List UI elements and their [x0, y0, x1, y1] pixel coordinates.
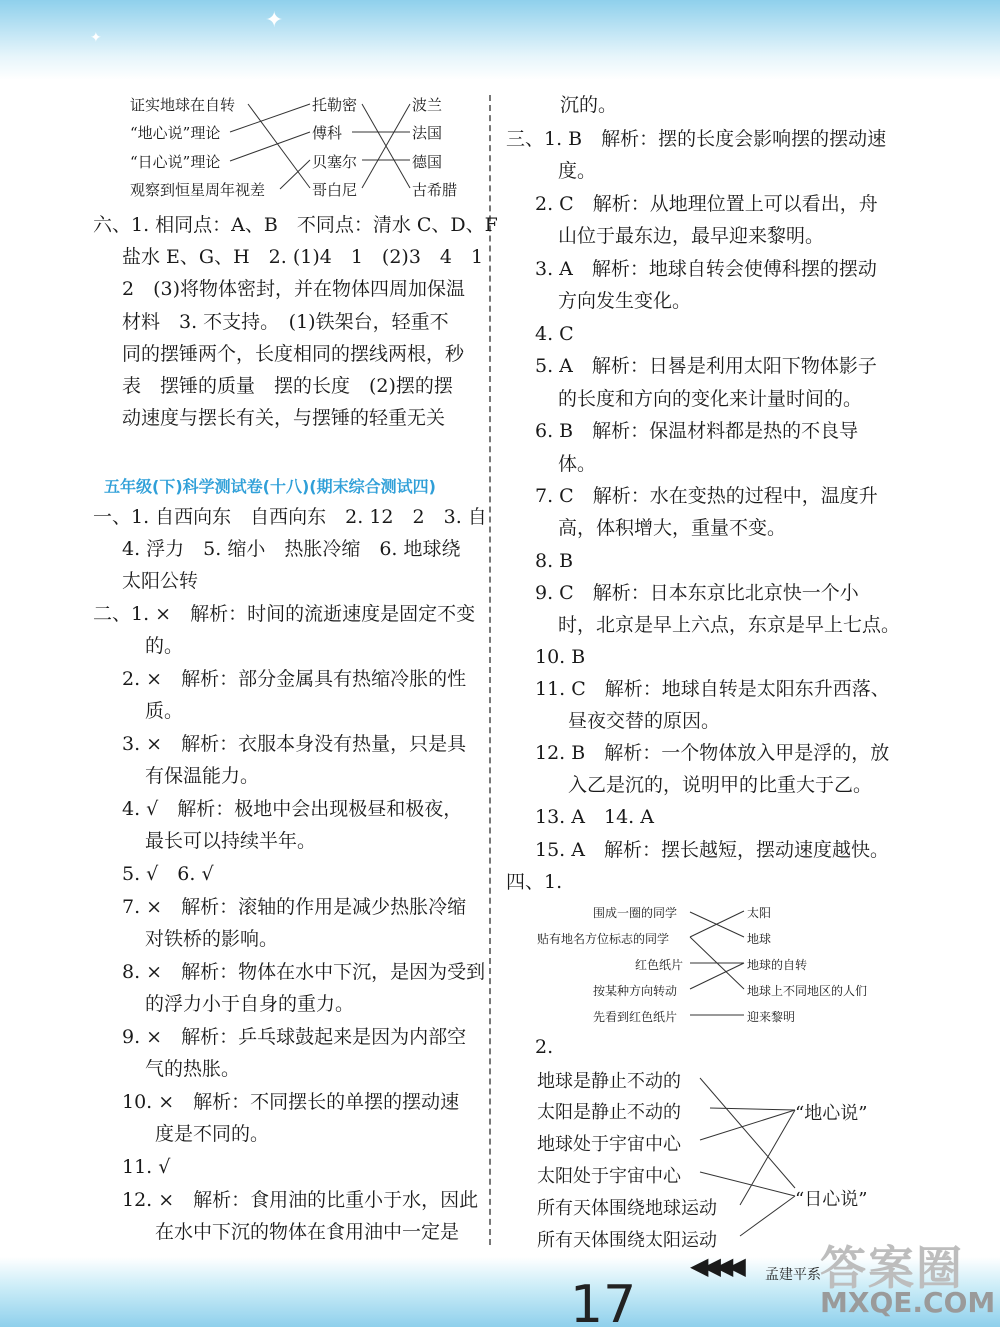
answer-line: 最长可以持续半年。 [145, 830, 317, 852]
answer-line: 时，北京是早上六点，东京是早上七点。 [558, 614, 901, 636]
match-left-item: 地球处于宇宙中心 [537, 1134, 681, 1155]
publisher-label: 孟建平系 [765, 1267, 821, 1283]
answer-line: 13. A 14. A [535, 806, 654, 828]
match-left-item: 所有天体围绕地球运动 [537, 1198, 717, 1219]
answer-line: 同的摆锤两个，长度相同的摆线两根，秒 [122, 343, 465, 365]
answer-line: 15. A 解析：摆长越短，摆动速度越快。 [535, 839, 889, 861]
answer-line: 对铁桥的影响。 [145, 928, 279, 950]
answer-line: 入乙是沉的，说明甲的比重大于乙。 [568, 774, 873, 796]
answer-line: 山位于最东边，最早迎来黎明。 [558, 225, 825, 247]
match-right-item: 法国 [412, 124, 443, 142]
sparkle-icon: ✦ [90, 30, 102, 46]
answer-line: 六、1. 相同点：A、B 不同点：清水 C、D、F [93, 214, 498, 236]
answer-line: 沉的。 [560, 94, 618, 116]
answer-line: 在水中下沉的物体在食用油中一定是 [155, 1221, 460, 1243]
answer-line: 12. B 解析：一个物体放入甲是浮的，放 [535, 742, 890, 764]
answer-line: 二、1. × 解析：时间的流逝速度是固定不变 [93, 603, 476, 625]
answer-line: 4. 浮力 5. 缩小 热胀冷缩 6. 地球绕 [122, 538, 461, 560]
match-right-item: “地心说” [795, 1103, 868, 1124]
answer-line: 9. C 解析：日本东京比北京快一个小 [535, 582, 859, 604]
match-left-item: 证实地球在自转 [130, 96, 236, 114]
answer-line: 5. √ 6. √ [122, 863, 214, 885]
answer-line: 有保温能力。 [145, 765, 260, 787]
match-middle-item: 哥白尼 [312, 181, 358, 199]
answer-line: 2 (3)将物体密封，并在物体四周加保温 [122, 278, 466, 300]
match-left-item: 先看到红色纸片 [593, 1010, 678, 1024]
answer-line: 材料 3. 不支持。 (1)铁架台，轻重不 [122, 311, 449, 333]
match-right-item: 地球上不同地区的人们 [747, 984, 868, 998]
answer-line: 12. × 解析：食用油的比重小于水，因此 [122, 1189, 479, 1211]
answer-line: 7. × 解析：滚轴的作用是减少热胀冷缩 [122, 896, 467, 918]
answer-line: 太阳公转 [122, 570, 199, 592]
answer-line: 度。 [558, 160, 597, 182]
match-middle-item: 贝塞尔 [312, 153, 358, 171]
answer-line: 8. × 解析：物体在水中下沉，是因为受到 [122, 961, 486, 983]
answer-line: 7. C 解析：水在变热的过程中，温度升 [535, 485, 878, 507]
answer-line: 度是不同的。 [155, 1123, 270, 1145]
answer-line: 3. × 解析：衣服本身没有热量，只是具 [122, 733, 467, 755]
answer-line: 昼夜交替的原因。 [568, 710, 721, 732]
answer-line: 6. B 解析：保温材料都是热的不良导 [535, 420, 859, 442]
answer-line: 的浮力小于自身的重力。 [145, 993, 355, 1015]
answer-line: 表 摆锤的质量 摆的长度 (2)摆的摆 [122, 375, 453, 397]
match-left-item: 所有天体围绕太阳运动 [537, 1230, 717, 1251]
question-label: 2. [535, 1036, 554, 1058]
answer-line: 的长度和方向的变化来计量时间的。 [558, 388, 863, 410]
match-left-item: 地球是静止不动的 [537, 1071, 681, 1092]
match-left-item: “地心说”理论 [130, 124, 221, 142]
match-left-item: 观察到恒星周年视差 [130, 181, 266, 199]
answer-line: 体。 [558, 453, 597, 475]
match-middle-item: 托勒密 [312, 96, 358, 114]
answer-line: 质。 [145, 700, 184, 722]
answer-line: 的。 [145, 635, 184, 657]
answer-line: 11. C 解析：地球自转是太阳东升西落、 [535, 678, 890, 700]
answer-line: 3. A 解析：地球自转会使傅科摆的摆动 [535, 258, 877, 280]
match-right-item: 地球的自转 [747, 958, 808, 972]
answer-line: 11. √ [122, 1156, 171, 1178]
match-right-item: 迎来黎明 [747, 1010, 796, 1024]
match-left-item: 太阳是静止不动的 [537, 1102, 681, 1123]
answer-line: 方向发生变化。 [558, 290, 692, 312]
answer-line: 10. B [535, 646, 586, 668]
answer-line: 四、1. [506, 871, 563, 893]
section-heading: 五年级(下)科学测试卷(十八)(期末综合测试四) [104, 477, 436, 496]
sparkle-icon: ✦ [265, 8, 284, 33]
match-right-item: 太阳 [747, 906, 772, 920]
answer-line: 气的热胀。 [145, 1058, 241, 1080]
answer-line: 4. C [535, 323, 574, 345]
answer-line: 三、1. B 解析：摆的长度会影响摆的摆动速 [506, 128, 887, 150]
answer-line: 2. C 解析：从地理位置上可以看出，舟 [535, 193, 878, 215]
match-right-item: 波兰 [412, 96, 443, 114]
answer-line: 高，体积增大，重量不变。 [558, 517, 787, 539]
match-left-item: 围成一圈的同学 [593, 906, 678, 920]
arrow-decoration-icon: ◀◀◀◀ [690, 1252, 740, 1280]
answer-line: 一、1. 自西向东 自西向东 2. 12 2 3. 自 [93, 506, 487, 528]
match-right-item: 古希腊 [412, 181, 458, 199]
answer-line: 2. × 解析：部分金属具有热缩冷胀的性 [122, 668, 467, 690]
match-right-item: 地球 [747, 932, 772, 946]
match-middle-item: 傅科 [312, 124, 343, 142]
page-number: 17 [570, 1275, 637, 1335]
answer-line: 8. B [535, 550, 574, 572]
answer-line: 5. A 解析：日晷是利用太阳下物体影子 [535, 355, 877, 377]
match-left-item: 太阳处于宇宙中心 [537, 1166, 681, 1187]
watermark-logo: 答案圈 [820, 1241, 964, 1295]
answer-line: 4. √ 解析：极地中会出现极昼和极夜， [122, 798, 463, 820]
answer-line: 10. × 解析：不同摆长的单摆的摆动速 [122, 1091, 460, 1113]
match-left-item: 红色纸片 [635, 958, 684, 972]
match-right-item: “日心说” [795, 1189, 868, 1210]
match-left-item: 贴有地名方位标志的同学 [537, 932, 670, 946]
answer-line: 盐水 E、G、H 2. (1)4 1 (2)3 4 1 [122, 246, 484, 268]
watermark-url: MXQE.COM [820, 1286, 996, 1319]
match-left-item: 按某种方向转动 [593, 984, 678, 998]
match-right-item: 德国 [412, 153, 443, 171]
match-left-item: “日心说”理论 [130, 153, 221, 171]
answer-line: 9. × 解析：乒乓球鼓起来是因为内部空 [122, 1026, 467, 1048]
answer-line: 动速度与摆长有关，与摆锤的轻重无关 [122, 407, 446, 429]
